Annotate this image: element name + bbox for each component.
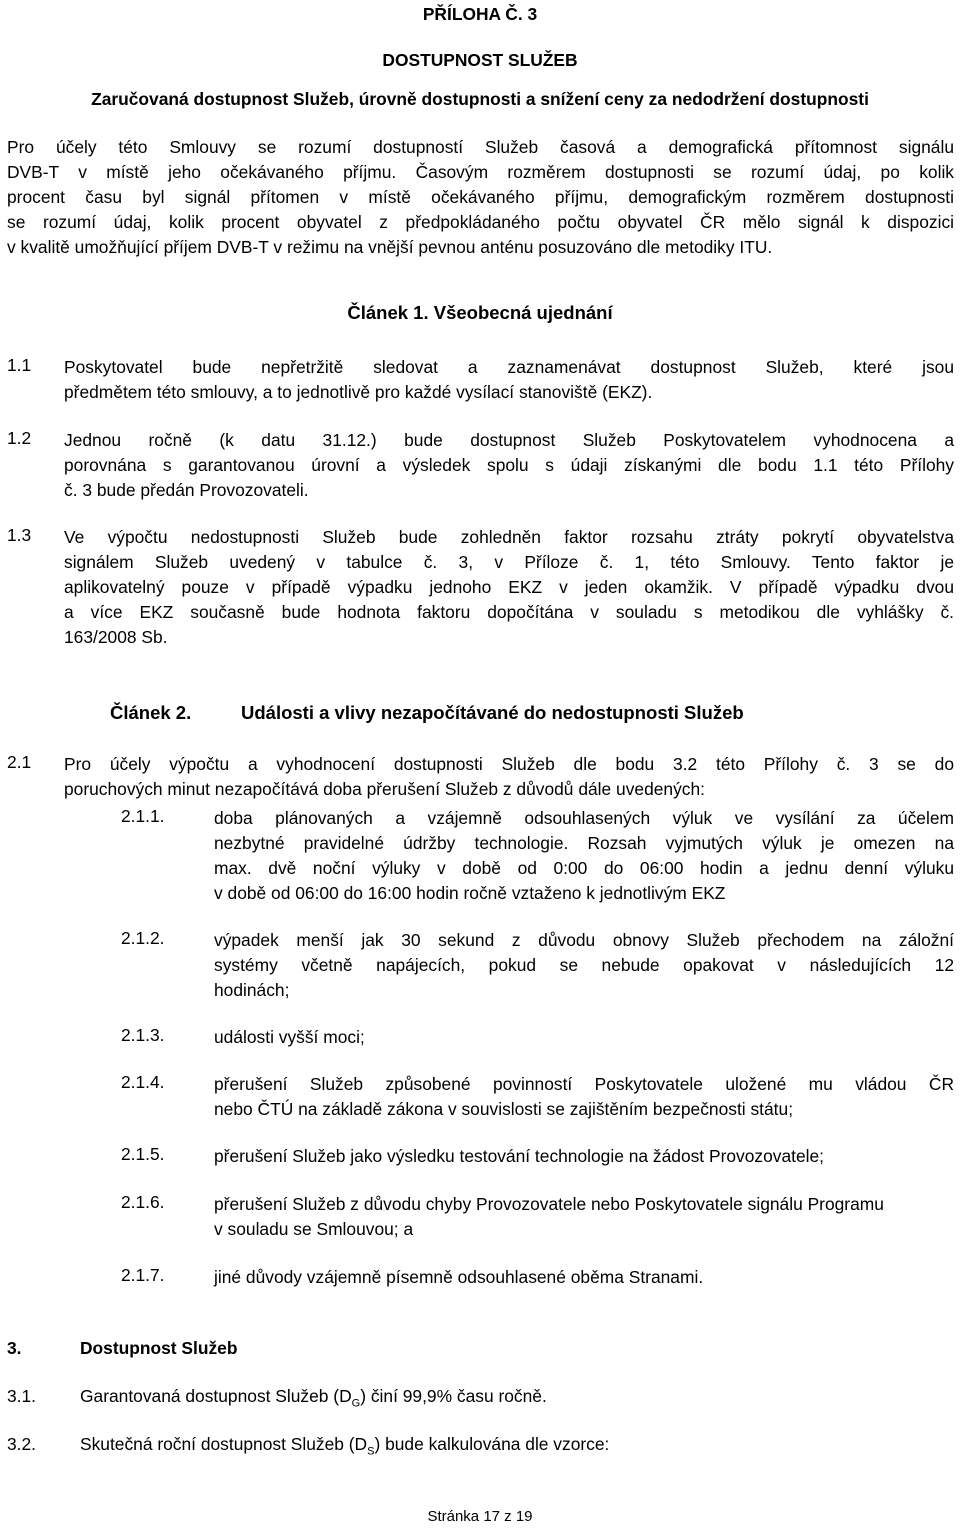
intro-paragraph — [7, 135, 954, 260]
text-line: max. dvě noční výluky v době od 0:00 do 06:00 hodin a jednu denní výluku — [214, 858, 954, 878]
text-line: hodinách; — [214, 980, 290, 1000]
subitem-number: 2.1.1. — [121, 806, 165, 826]
subitem-number: 2.1.2. — [121, 928, 165, 948]
subitem-2-1-1-text — [214, 806, 954, 906]
subitem-2-1-7-text — [214, 1265, 954, 1290]
section3-number: 3. — [7, 1338, 22, 1358]
item-number: 1.1 — [7, 355, 32, 375]
intro-line: DVB-T v místě jeho očekávaného příjmu. Časovým rozměrem dostupnosti se rozumí údaj, po kolik — [7, 162, 954, 182]
text-line: doba plánovaných a vzájemně odsouhlasených výluk ve vysílání za účelem — [214, 808, 954, 828]
article1-heading: Článek 1. Všeobecná ujednání — [347, 302, 613, 323]
item-2-1-text — [64, 752, 954, 802]
page-number: Stránka 17 z 19 — [427, 1508, 533, 1525]
text-line: nebo ČTÚ na základě zákona v souvislosti se zajištěním bezpečnosti státu; — [214, 1099, 794, 1119]
subitem-2-1-4-text — [214, 1072, 954, 1122]
text-line: Poskytovatel bude nepřetržitě sledovat a zaznamenávat dostupnost Služeb, které jsou — [64, 357, 954, 377]
subitem-number: 2.1.4. — [121, 1072, 165, 1092]
item-3-2-text — [80, 1434, 609, 1457]
text-span: ) činí 99,9% času ročně. — [360, 1386, 547, 1406]
item-number: 1.2 — [7, 428, 32, 448]
text-line: výpadek menší jak 30 sekund z důvodu obnovy Služeb přechodem na záložní — [214, 930, 954, 950]
item-number: 3.2. — [7, 1434, 37, 1454]
text-line: 163/2008 Sb. — [64, 627, 168, 647]
text-line: a více EKZ současně bude hodnota faktoru dopočítána v souladu s metodikou dle vyhlášky č. — [64, 602, 954, 622]
text-line: nezbytné pravidelné údržby technologie. Rozsah vyjmutých výluk je omezen na — [214, 833, 954, 853]
text-line: přerušení Služeb jako výsledku testování technologie na žádost Provozovatele; — [214, 1146, 825, 1166]
item-number: 1.3 — [7, 525, 32, 545]
item-number: 2.1 — [7, 752, 32, 772]
text-line: přerušení Služeb způsobené povinností Poskytovatele uložené mu vládou ČR — [214, 1074, 954, 1094]
subitem-2-1-5-text — [214, 1144, 954, 1169]
intro-line: se rozumí údaj, kolik procent obyvatel z předpokládaného počtu obyvatel ČR mělo signál k dispozici — [7, 212, 954, 232]
text-line: předmětem této smlouvy, a to jednotlivě pro každé vysílací stanoviště (EKZ). — [64, 382, 653, 402]
text-line: Jednou ročně (k datu 31.12.) bude dostupnost Služeb Poskytovatelem vyhodnocena a — [64, 430, 954, 450]
item-number: 3.1. — [7, 1386, 37, 1406]
subitem-number: 2.1.5. — [121, 1144, 165, 1164]
text-line: v souladu se Smlouvou; a — [214, 1219, 414, 1239]
text-line: přerušení Služeb z důvodu chyby Provozovatele nebo Poskytovatele signálu Programu — [214, 1194, 884, 1214]
text-line: události vyšší moci; — [214, 1027, 365, 1047]
section3-heading: Dostupnost Služeb — [80, 1338, 238, 1358]
article2-heading-text: Události a vlivy nezapočítávané do nedostupnosti Služeb — [241, 702, 744, 723]
annex-label: PŘÍLOHA Č. 3 — [422, 4, 538, 24]
subscript: G — [351, 1397, 361, 1410]
text-span: Skutečná roční dostupnost Služeb (D — [80, 1434, 368, 1454]
subscript: S — [367, 1445, 375, 1458]
text-line: signálem Služeb uvedený v tabulce č. 3, v Příloze č. 1, této Smlouvy. Tento faktor je — [64, 552, 954, 572]
page-subtitle: Zaručovaná dostupnost Služeb, úrovně dostupnosti a snížení ceny za nedodržení dostupnosti — [91, 89, 869, 109]
subitem-2-1-3-text — [214, 1025, 954, 1050]
text-line: systémy včetně napájecích, pokud se nebude opakovat v následujících 12 — [214, 955, 954, 975]
article2-heading-number: Článek 2. — [110, 702, 192, 723]
text-span: ) bude kalkulována dle vzorce: — [374, 1434, 610, 1454]
intro-line: procent času byl signál přítomen v místě očekávaného příjmu, demografickým rozměrem dostupnosti — [7, 187, 954, 207]
item-3-1-text — [80, 1386, 547, 1409]
text-line: jiné důvody vzájemně písemně odsouhlasené oběma Stranami. — [214, 1267, 704, 1287]
text-line: poruchových minut nezapočítává doba přerušení Služeb z důvodů dále uvedených: — [64, 779, 705, 799]
item-1-3-text — [64, 525, 954, 650]
intro-line: v kvalitě umožňující příjem DVB-T v režimu na vnější pevnou anténu posuzováno dle metodiky ITU. — [7, 237, 773, 257]
text-span: Garantovaná dostupnost Služeb (D — [80, 1386, 352, 1406]
text-line: v době od 06:00 do 16:00 hodin ročně vztaženo k jednotlivým EKZ — [214, 883, 726, 903]
text-line: Ve výpočtu nedostupnosti Služeb bude zohledněn faktor rozsahu ztráty pokrytí obyvatelstva — [64, 527, 954, 547]
subitem-number: 2.1.6. — [121, 1192, 165, 1212]
text-line: Pro účely výpočtu a vyhodnocení dostupnosti Služeb dle bodu 3.2 této Přílohy č. 3 se do — [64, 754, 954, 774]
subitem-2-1-2-text — [214, 928, 954, 1003]
item-1-1-text — [64, 355, 954, 405]
text-line: aplikovatelný pouze v případě výpadku jednoho EKZ v jeden okamžik. V případě výpadku dvou — [64, 577, 954, 597]
subitem-2-1-6-text — [214, 1192, 954, 1242]
text-line: č. 3 bude předán Provozovateli. — [64, 480, 309, 500]
item-1-2-text — [64, 428, 954, 503]
intro-line: Pro účely této Smlouvy se rozumí dostupností Služeb časová a demografická přítomnost signálu — [7, 137, 954, 157]
page-title: DOSTUPNOST SLUŽEB — [382, 50, 578, 70]
subitem-number: 2.1.3. — [121, 1025, 165, 1045]
subitem-number: 2.1.7. — [121, 1265, 165, 1285]
text-line: porovnána s garantovanou úrovní a výsledek spolu s údaji získanými dle bodu 1.1 této Přílohy — [64, 455, 954, 475]
